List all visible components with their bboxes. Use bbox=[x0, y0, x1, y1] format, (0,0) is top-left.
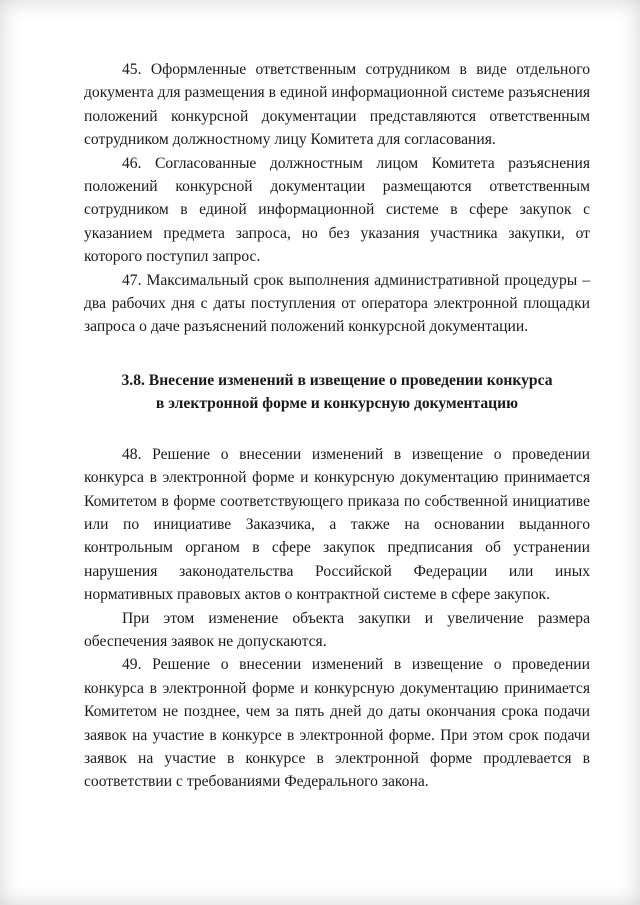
paragraph-49: 49. Решение о внесении изменений в извещение о проведении конкурса в электронной форме и конкурсную документацию принимается Комитетом не позднее, чем за пять дней до даты окончания срока подачи заявок на участие в конкурсе в электронной форме. При этом срок подачи заявок на участие в конкурсе в электронной форме продлевается в соответствии с требованиями Федерального закона. bbox=[84, 656, 590, 791]
paragraph-48: 48. Решение о внесении изменений в извещение о проведении конкурса в электронной форме и конкурсную документацию принимается Комитетом в форме соответствующего приказа по собственной инициативе или по инициативе Заказчика, а также на основании выданного контрольным органом в сфере закупок предписания об устранении нарушения законодательства Российской Федерации или иных нормативных правовых актов о контрактной системе в сфере закупок. bbox=[84, 445, 590, 604]
section-heading-line1: 3.8. Внесение изменений в извещение о проведении конкурса bbox=[121, 371, 553, 389]
section-heading-line2: в электронной форме и конкурсную документацию bbox=[155, 395, 519, 413]
paragraph-46: 46. Согласованные должностным лицом Комитета разъяснения положений конкурсной документации размещаются ответственным сотрудником в единой информационной системе в сфере закупок с указанием предмета запроса, но без указания участника закупки, от которого поступил запрос. bbox=[84, 154, 590, 266]
paragraph-48-note: При этом изменение объекта закупки и увеличение размера обеспечения заявок не допускаются. bbox=[84, 609, 590, 650]
section-heading bbox=[84, 369, 590, 416]
document-body bbox=[84, 58, 590, 794]
paragraph-47: 47. Максимальный срок выполнения административной процедуры – два рабочих дня с даты поступления от оператора электронной площадки запроса о даче разъяснений положений конкурсной документации. bbox=[84, 271, 590, 336]
paragraph-45: 45. Оформленные ответственным сотрудником в виде отдельного документа для размещения в единой информационной системе разъяснения положений конкурсной документации представляются ответственным сотрудником должностному лицу Комитета для согласования. bbox=[84, 61, 590, 149]
